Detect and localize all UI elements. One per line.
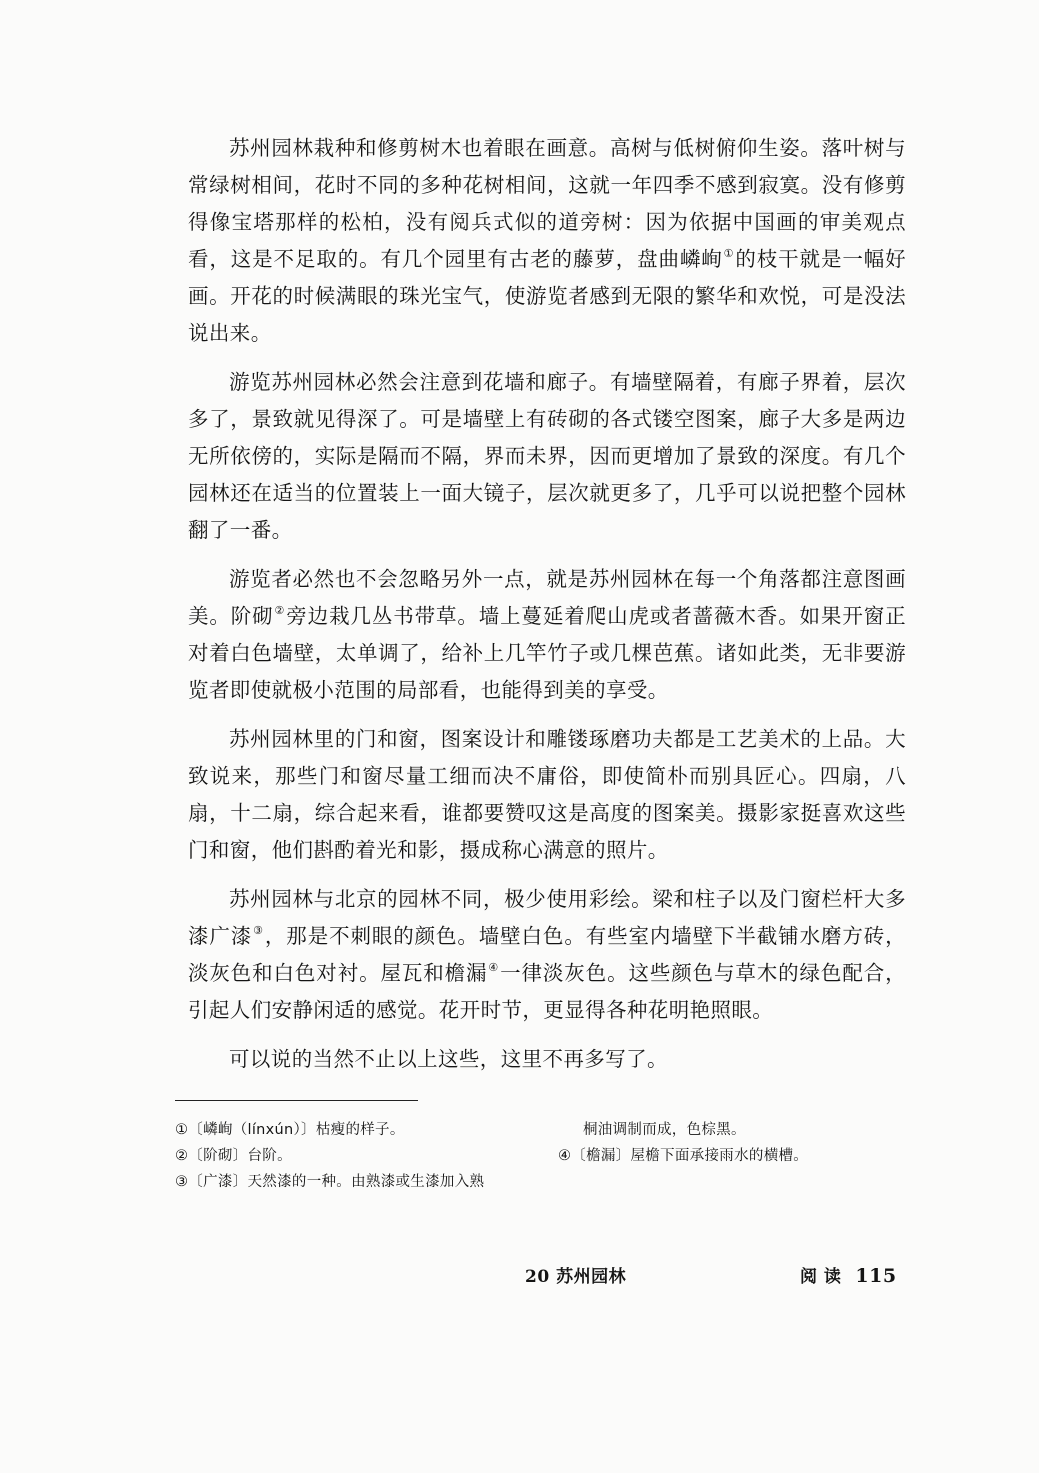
footnotes-left-column (175, 1117, 545, 1195)
footnote-4: ④〔檐漏〕屋檐下面承接雨水的横槽。 (558, 1148, 809, 1164)
paragraph-5-text-b: ，那是不刺眼的颜色。墙壁白色。有些室内墙壁下半截铺水磨方砖，淡灰色和白色对衬。屋瓦和檐漏 (188, 924, 907, 985)
paragraph-5-text-a: 苏州园林与北京的园林不同，极少使用彩绘。梁和柱子以及门窗栏杆大多漆广漆 (188, 887, 906, 948)
footnote-1: ①〔嶙峋（línxún）〕枯瘦的样子。 (175, 1122, 405, 1138)
footnote-mark-3[interactable]: ③ (253, 924, 264, 937)
footnote-mark-4[interactable]: ④ (488, 961, 500, 974)
footnote-mark-1[interactable]: ① (723, 247, 735, 260)
body-text (188, 130, 906, 1090)
paragraph-1-text-b: 的枝干就是一幅好画。开花的时候满眼的珠光宝气，使游览者感到无限的繁华和欢悦，可是没法说出来。 (188, 247, 907, 345)
paragraph-5-text-c: 一律淡灰色。这些颜色与草木的绿色配合，引起人们安静闲适的感觉。花开时节，更显得各种花明艳照眼。 (188, 961, 906, 1022)
paragraph-1-text-a: 苏州园林栽种和修剪树木也着眼在画意。高树与低树俯仰生姿。落叶树与常绿树相间，花时不同的多种花树相间，这就一年四季不感到寂寞。没有修剪得像宝塔那样的松柏，没有阅兵式似的道旁树：因为依据中国画的审美观点看，这是不足取的。有几个园里有古老的藤萝，盘曲嶙峋 (188, 136, 906, 271)
paragraph-6-text: 可以说的当然不止以上这些，这里不再多写了。 (229, 1047, 668, 1071)
paragraph-4 (188, 721, 906, 869)
paragraph-3-text-b: 旁边栽几丛书带草。墙上蔓延着爬山虎或者蔷薇木香。如果开窗正对着白色墙壁，太单调了，给补上几竿竹子或几棵芭蕉。诸如此类，无非要游览者即使就极小范围的局部看，也能得到美的享受。 (188, 604, 906, 702)
paragraph-5 (188, 881, 906, 1029)
page-number: 115 (855, 1265, 897, 1287)
paragraph-2-text: 游览苏州园林必然会注意到花墙和廊子。有墙壁隔着，有廊子界着，层次多了，景致就见得深了。可是墙壁上有砖砌的各式镂空图案，廊子大多是两边无所依傍的，实际是隔而不隔，界而未界，因而更增加了景致的深度。有几个园林还在适当的位置装上一面大镜子，层次就更多了，几乎可以说把整个园林翻了一番。 (188, 370, 906, 542)
footnotes-right-column (558, 1117, 888, 1169)
paragraph-3-text-a: 游览者必然也不会忽略另外一点，就是苏州园林在每一个角落都注意图画美。阶砌 (188, 567, 906, 628)
footnote-mark-2[interactable]: ② (274, 604, 286, 617)
footnote-2: ②〔阶砌〕台阶。 (175, 1148, 292, 1164)
footnote-3-continued: 桐油调制而成，色棕黑。 (583, 1122, 746, 1138)
paragraph-3 (188, 561, 906, 709)
footnote-3: ③〔广漆〕天然漆的一种。由熟漆或生漆加入熟 (175, 1174, 485, 1190)
paragraph-6 (188, 1041, 906, 1078)
running-head-section (800, 1262, 897, 1287)
paragraph-2 (188, 364, 906, 549)
paragraph-4-text: 苏州园林里的门和窗，图案设计和雕镂琢磨功夫都是工艺美术的上品。大致说来，那些门和窗尽量工细而决不庸俗，即使简朴而别具匠心。四扇，八扇，十二扇，综合起来看，谁都要赞叹这是高度的图案美。摄影家挺喜欢这些门和窗，他们斟酌着光和影，摄成称心满意的照片。 (188, 727, 906, 862)
running-head-lesson: 20 苏州园林 (525, 1267, 627, 1287)
section-label: 阅 读 (800, 1267, 842, 1287)
footnote-divider (175, 1100, 418, 1101)
paragraph-1 (188, 130, 906, 352)
